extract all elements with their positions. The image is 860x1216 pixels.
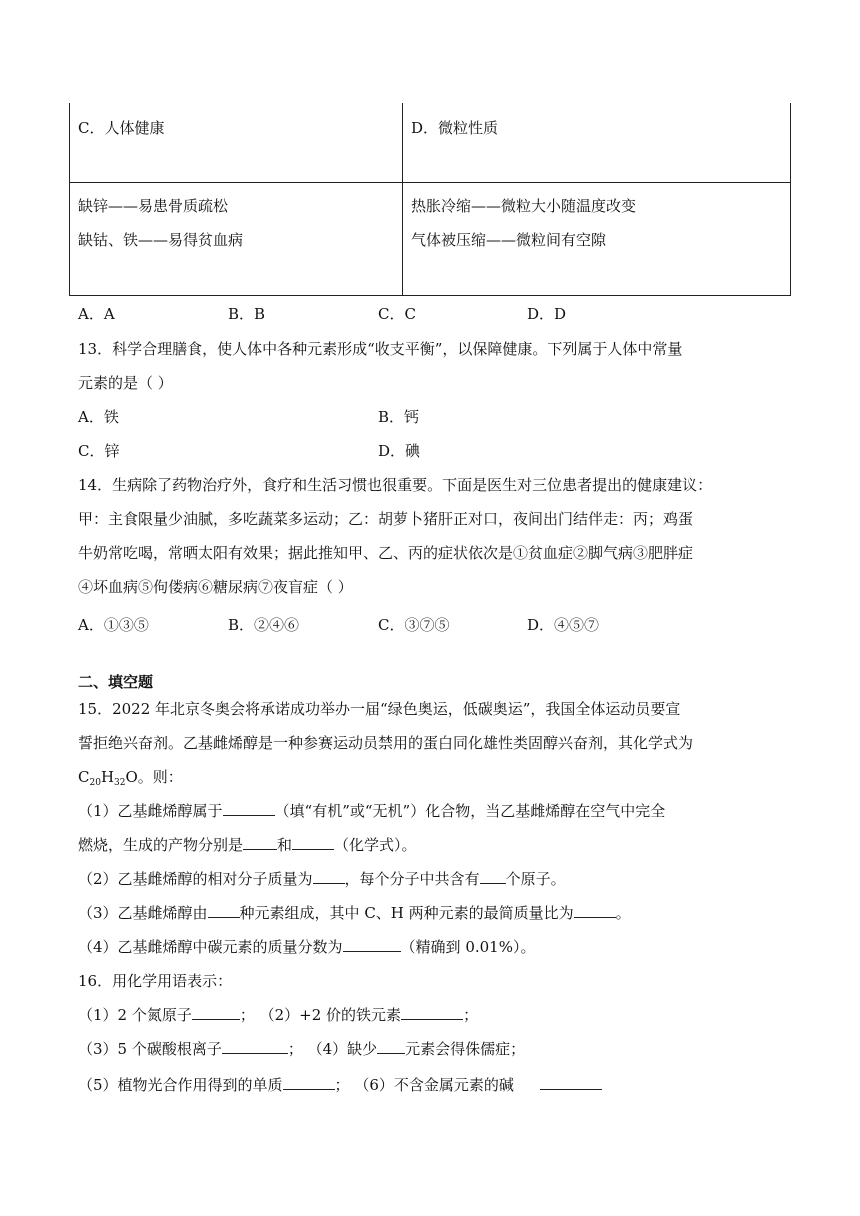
- q14-option-b: B．②④⑥: [228, 616, 300, 634]
- q15-part-3: （3）乙基雌烯醇由 种元素组成，其中 C、H 两种元素的最简质量比为 。: [78, 904, 631, 922]
- q16-row-1: （1）2 个氮原子 ； （2）+2 价的铁元素 ；: [78, 1006, 479, 1024]
- section-title-fill-blank: 二、填空题: [78, 673, 154, 691]
- table-head-left: C．人体健康: [78, 119, 165, 137]
- answer-blank[interactable]: [313, 869, 345, 884]
- q14-option-c: C．③⑦⑤: [378, 616, 450, 634]
- q15-stem-line-2: 誓拒绝兴奋剂。乙基雌烯醇是一种参赛运动员禁用的蛋白同化雄性类固醇兴奋剂，其化学式为: [78, 734, 694, 752]
- q14-stem-line-2: 甲：主食限量少油腻，多吃蔬菜多运动；乙：胡萝卜猪肝正对口，夜间出门结伴走：丙；鸡蛋: [78, 510, 694, 528]
- answer-blank[interactable]: [377, 1039, 405, 1054]
- table-right-line-2: 气体被压缩——微粒间有空隙: [411, 231, 607, 249]
- q16-row-2: （3）5 个碳酸根离子 ； （4）缺少 元素会得侏儒症；: [78, 1040, 526, 1058]
- q13-option-d: D．碘: [378, 442, 421, 460]
- answer-blank[interactable]: [223, 801, 275, 816]
- answer-blank[interactable]: [540, 1075, 602, 1090]
- table-border-bottom: [69, 295, 791, 296]
- q16-row-3: （5）植物光合作用得到的单质 ； （6）不含金属元素的碱: [78, 1074, 602, 1095]
- q14-option-d: D．④⑤⑦: [527, 616, 600, 634]
- q14-stem-line-4: ④坏血病⑤佝偻病⑥糖尿病⑦夜盲症（ ）: [78, 578, 353, 596]
- q13-stem-line-2: 元素的是（ ）: [78, 374, 173, 392]
- answer-blank[interactable]: [401, 1005, 463, 1020]
- q15-part-1-line-2: 燃烧，生成的产物分别是 和 （化学式）。: [78, 836, 417, 854]
- table-left-line-1: 缺锌——易患骨质疏松: [78, 197, 229, 215]
- q15-part-4: （4）乙基雌烯醇中碳元素的质量分数为 （精确到 0.01%）。: [78, 938, 536, 956]
- q13-option-c: C．锌: [78, 442, 120, 460]
- table-border-middle: [402, 103, 403, 296]
- q13-stem-line-1: 13．科学合理膳食，使人体中各种元素形成“收支平衡”，以保障健康。下列属于人体中常量: [78, 340, 683, 358]
- answer-blank[interactable]: [574, 903, 616, 918]
- table-border-left: [69, 103, 70, 296]
- q16-title: 16．用化学用语表示：: [78, 972, 233, 990]
- q15-part-1-line-1: （1）乙基雌烯醇属于 （填“有机”或“无机”）化合物，当乙基雌烯醇在空气中完全: [78, 802, 666, 820]
- table-left-line-2: 缺钴、铁——易得贫血病: [78, 231, 244, 249]
- q15-part-2: （2）乙基雌烯醇的相对分子质量为 ，每个分子中共含有 个原子。: [78, 870, 566, 888]
- q14-option-a: A．①③⑤: [78, 616, 149, 634]
- table-row-divider: [69, 182, 791, 183]
- q15-formula: $C_{20}H_{32}O$。则：: [78, 768, 183, 788]
- q14-stem-line-1: 14．生病除了药物治疗外，食疗和生活习惯也很重要。下面是医生对三位患者提出的健康建议：: [78, 476, 713, 494]
- answer-blank[interactable]: [222, 1039, 288, 1054]
- options-table: [69, 103, 791, 296]
- q13-option-a: A．铁: [78, 408, 119, 426]
- answer-blank[interactable]: [192, 1005, 240, 1020]
- q13-option-b: B．钙: [378, 408, 420, 426]
- answer-blank[interactable]: [208, 903, 240, 918]
- q12-option-c: C．C: [378, 305, 416, 323]
- q12-option-d: D．D: [527, 305, 567, 323]
- answer-blank[interactable]: [283, 1075, 335, 1090]
- q15-stem-line-1: 15．2022 年北京冬奥会将承诺成功举办一届“绿色奥运，低碳奥运”，我国全体运动员要宣: [78, 700, 681, 718]
- answer-blank[interactable]: [292, 835, 334, 850]
- table-border-right: [790, 103, 791, 296]
- answer-blank[interactable]: [343, 937, 401, 952]
- q14-stem-line-3: 牛奶常吃喝，常晒太阳有效果；据此推知甲、乙、丙的症状依次是①贫血症②脚气病③肥胖症: [78, 544, 694, 562]
- q12-option-b: B．B: [228, 305, 266, 323]
- table-head-right: D．微粒性质: [411, 119, 499, 137]
- table-right-line-1: 热胀冷缩——微粒大小随温度改变: [411, 197, 637, 215]
- q12-option-a: A．A: [78, 305, 115, 323]
- answer-blank[interactable]: [243, 835, 277, 850]
- answer-blank[interactable]: [480, 869, 506, 884]
